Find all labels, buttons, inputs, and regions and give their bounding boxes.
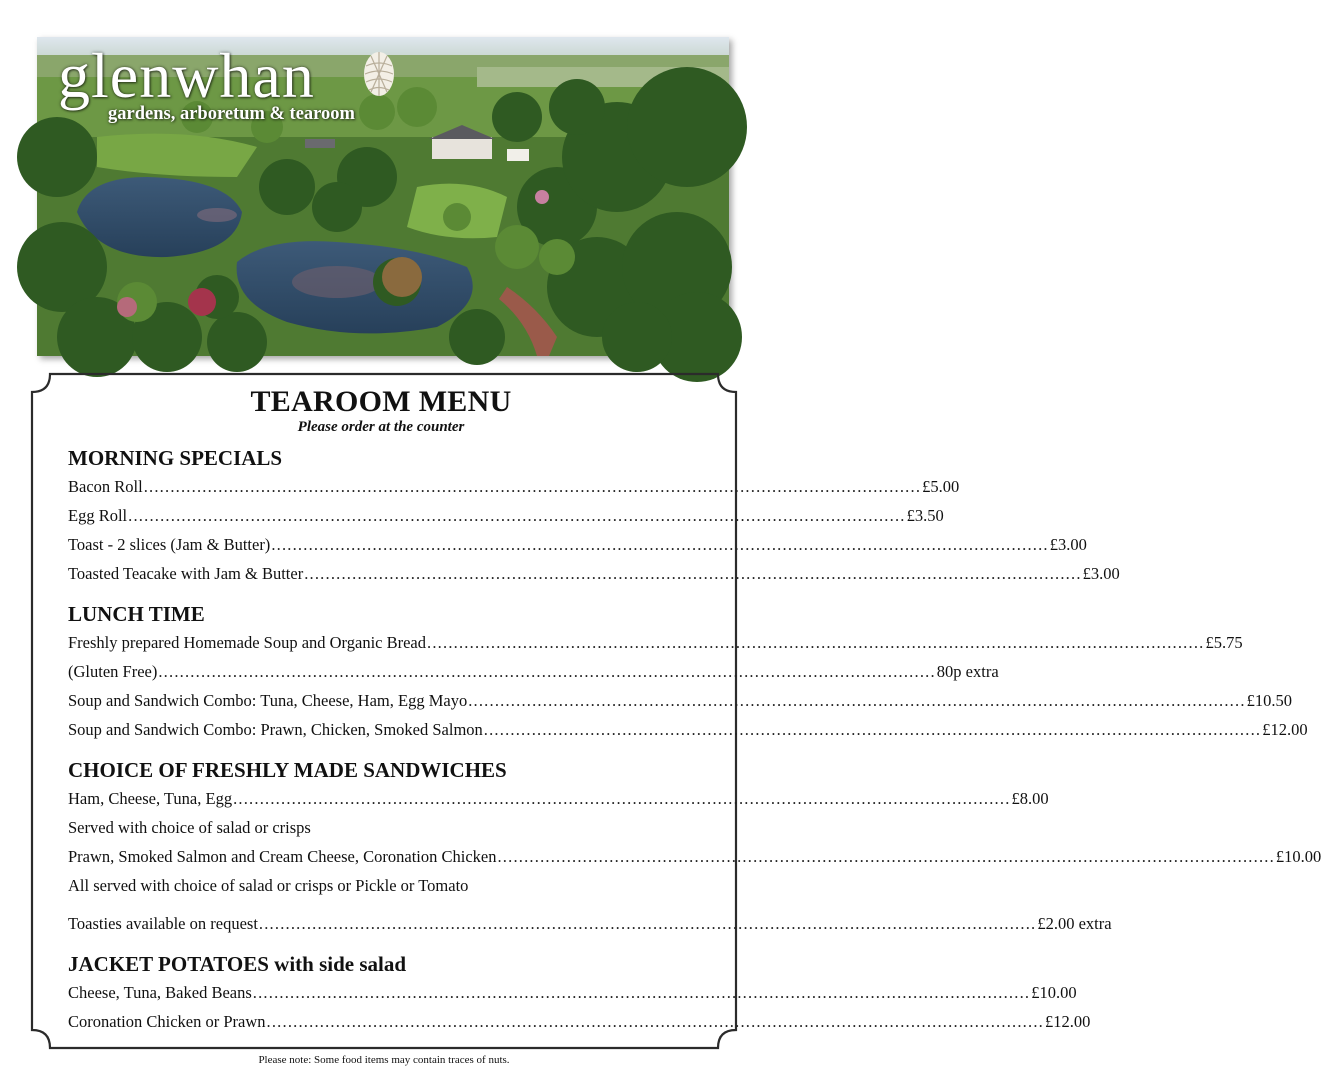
menu-item [68,978,1077,1007]
menu-item [68,501,944,530]
item-price: £12.00 [1262,720,1308,739]
item-label: Soup and Sandwich Combo: Prawn, Chicken, Smoked Salmon [68,720,483,739]
menu-title: TEAROOM MENU [250,385,512,418]
item-price: £3.00 [1049,535,1087,554]
menu-item [68,784,1049,813]
item-label: Bacon Roll [68,477,143,496]
item-price: £5.75 [1205,633,1243,652]
leader-dots: .................................................................................................................................................. [233,789,1011,808]
section-morning-specials [68,444,1120,588]
brand-name: glenwhan [58,40,315,111]
section-sandwiches [68,756,1321,938]
brand-tagline: gardens, arboretum & tearoom [108,104,355,124]
item-note: All served with choice of salad or crisps or Pickle or Tomato [68,876,469,895]
section-jacket-potatoes [68,950,1091,1036]
item-label: Cheese, Tuna, Baked Beans [68,983,252,1002]
menu-item [68,559,1120,588]
section-title: LUNCH TIME [68,602,205,626]
pine-cone-icon [362,50,396,98]
section-title: MORNING SPECIALS [68,446,283,470]
menu-subtitle: Please order at the counter [297,419,465,435]
item-label: Freshly prepared Homemade Soup and Organic Bread [68,633,427,652]
menu-item [68,842,1321,871]
leader-dots: .................................................................................................................................................. [271,535,1049,554]
item-price: £3.00 [1082,564,1120,583]
item-price: £10.00 [1031,983,1077,1002]
menu-item [68,657,999,686]
item-price: £10.00 [1275,847,1321,866]
leader-dots: .................................................................................................................................................. [143,477,922,496]
allergy-note: Please note: Some food items may contain traces of nuts. [258,1054,510,1066]
item-price: 80p extra [936,662,999,681]
item-price: £3.50 [906,506,944,525]
item-price: £12.00 [1044,1012,1091,1031]
section-lunch-time [68,600,1308,744]
item-price: £2.00 extra [1037,914,1112,933]
item-label: Soup and Sandwich Combo: Tuna, Cheese, Ham, Egg Mayo [68,691,468,710]
leader-dots: .................................................................................................................................................. [266,1012,1044,1031]
item-label: Coronation Chicken or Prawn [68,1012,266,1031]
menu-item [68,909,1112,938]
item-label: Ham, Cheese, Tuna, Egg [68,789,233,808]
menu-item [68,1007,1091,1036]
item-price: £5.00 [922,477,960,496]
leader-dots: .................................................................................................................................................. [158,662,936,681]
item-label: Prawn, Smoked Salmon and Cream Cheese, Coronation Chicken [68,847,497,866]
menu-item [68,472,960,501]
menu-item [68,715,1308,744]
leader-dots: .................................................................................................................................................. [497,847,1275,866]
leader-dots: .................................................................................................................................................. [258,914,1037,933]
item-label: Toasties available on request [68,914,258,933]
leader-dots: .................................................................................................................................................. [128,506,906,525]
menu-card [68,380,1321,1036]
menu-item [68,530,1087,559]
menu-item [68,628,1243,657]
item-label: Egg Roll [68,506,128,525]
item-price: £10.50 [1246,691,1293,710]
section-title: CHOICE OF FRESHLY MADE SANDWICHES [68,758,507,782]
section-title: JACKET POTATOES with side salad [68,952,407,976]
item-label: (Gluten Free) [68,662,158,681]
leader-dots: .................................................................................................................................................. [304,564,1082,583]
leader-dots: .................................................................................................................................................. [468,691,1246,710]
leader-dots: .................................................................................................................................................. [252,983,1031,1002]
item-label: Toast - 2 slices (Jam & Butter) [68,535,271,554]
menu-item [68,686,1293,715]
item-note: Served with choice of salad or crisps [68,818,311,837]
leader-dots: .................................................................................................................................................. [427,633,1205,652]
item-price: £8.00 [1011,789,1049,808]
leader-dots: .................................................................................................................................................. [483,720,1262,739]
item-label: Toasted Teacake with Jam & Butter [68,564,304,583]
